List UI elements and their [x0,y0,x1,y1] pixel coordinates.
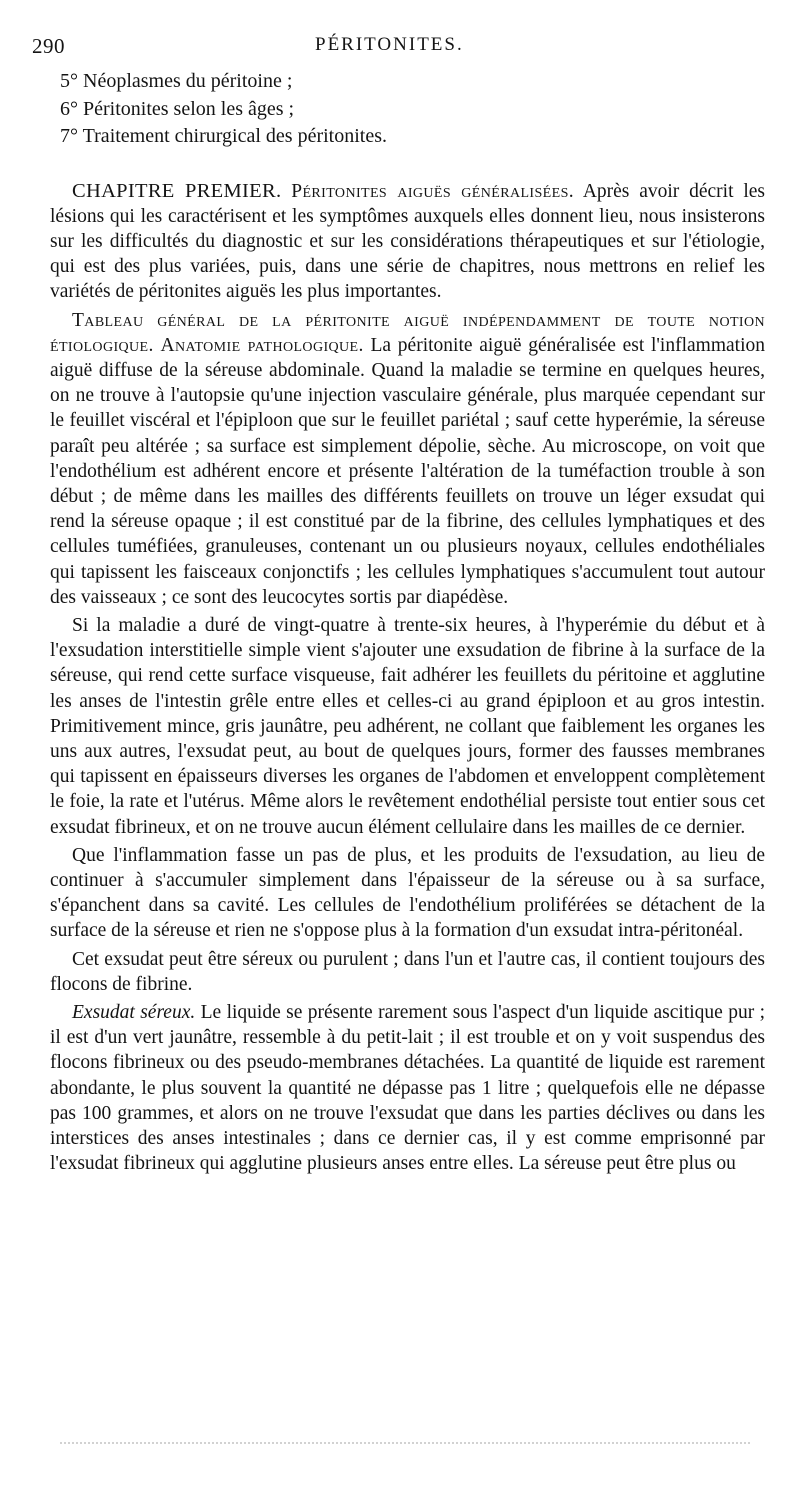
list-item: 5° Néoplasmes du péritoine ; [60,70,293,92]
exsudat-paragraph [50,1000,765,1176]
document-page [32,28,766,1176]
footer-rule [60,1442,750,1444]
page-header [32,28,765,62]
exsudat-label: Exsudat séreux. [72,1002,196,1023]
list-item: 6° Péritonites selon les âges ; [60,97,295,120]
exsudat-text: Le liquide se présente rarement sous l'aspect d'un liquide ascitique pur ; il est d'un vert jaunâtre, ressemble à du petit-lait ; il est trouble et on y voit suspendus des flocons fibrineux ou des pseudo-membranes détachées. La quantité de liquide est rarement abondante, le plus souvent la quantité ne dépasse pas 1 litre ; quelquefois elle ne dépasse pas 100 grammes, et alors on ne trouve l'exsudat que dans les parties déclives ou dans les interstices des anses intestinales ; dans ce dernier cas, il y est comme emprisonné par l'exsudat fibrineux qui agglutine plusieurs anses entre elles. La séreuse peut être plus ou [50,1002,765,1175]
chapter-title: Péritonites aiguës généralisées. [291,180,575,202]
body-paragraph: Cet exsudat peut être séreux ou purulent ; dans l'un et l'autre cas, il contient toujours des flocons de fibrine. [50,948,765,995]
section-paragraph [50,308,765,610]
section-subheading: Anatomie pathologique. [160,334,364,356]
chapter-paragraph [50,179,765,305]
chapter-label: CHAPITRE PREMIER. [72,179,282,202]
page-number: 290 [32,34,65,58]
outline-list [60,68,765,151]
chapter-intro: Après avoir décrit les lésions qui les caractérisent et les symptômes auxquels elles donnent lieu, nous insisterons sur les difficultés du diagnostic et sur les considérations thérapeutiques et sur l'étiologie, qui est des plus variées, puis, dans une série de chapitres, nous mettrons en relief les variétés de péritonites aiguës les plus importantes. [50,180,766,303]
section-text: La péritonite aiguë généralisée est l'inflammation aiguë diffuse de la séreuse abdominale. Quand la maladie se termine en quelques heures, on ne trouve à l'autopsie qu'une injection vasculaire générale, plus marquée cependant sur le feuillet viscéral et l'épiploon que sur le feuillet pariétal ; sauf cette hyperémie, la séreuse paraît peu altérée ; sa surface est simplement dépolie, sèche. Au microscope, on voit que l'endothélium est adhérent encore et présente l'altération de la tuméfaction trouble à son début ; de même dans les mailles des différents feuillets on trouve un léger exsudat qui rend la séreuse opaque ; il est constitué par de la fibrine, des cellules lymphatiques et des cellules tuméfiées, granuleuses, contenant un ou plusieurs noyaux, cellules endothéliales qui tapissent les faisceaux conjonctifs ; les cellules lymphatiques s'accumulent tout autour des vaisseaux ; ce sont des leucocytes sortis par diapédèse. [50,334,765,608]
body-paragraph: Que l'inflammation fasse un pas de plus, et les produits de l'exsudation, au lieu de continuer à s'accumuler simplement dans l'épaisseur de la séreuse ou à sa surface, s'épanchent dans sa cavité. Les cellules de l'endothélium proliférées se détachent de la surface de la séreuse et rien ne s'oppose plus à la formation d'un exsudat intra-péritonéal. [50,844,765,942]
running-title: PÉRITONITES. [315,34,464,55]
body-text [50,179,765,1177]
body-paragraph: Si la maladie a duré de vingt-quatre à trente-six heures, à l'hyperémie du début et à l'exsudation interstitielle simple vient s'ajouter une exsudation de fibrine à la surface de la séreuse, qui rend cette surface visqueuse, fait adhérer les feuillets du péritoine et agglutine les anses de l'intestin grêle entre elles et celles-ci au grand épiploon et au gros intestin. Primitivement mince, gris jaunâtre, peu adhérent, ne collant que faiblement les organes les uns aux autres, l'exsudat peut, au bout de quelques jours, former des fausses membranes qui tapissent en épaisseurs diverses les organes de l'abdomen et enveloppent complètement le foie, la rate et l'utérus. Même alors le revêtement endothélial persiste tout entier sous cet exsudat fibrineux, et on ne trouve aucun élément cellulaire dans les mailles de ce dernier. [50,614,765,838]
list-item: 7° Traitement chirurgical des péritonites. [60,125,388,147]
section-heading: Tableau général de la péritonite aiguë indépendamment de toute notion étiologique. [50,309,765,356]
